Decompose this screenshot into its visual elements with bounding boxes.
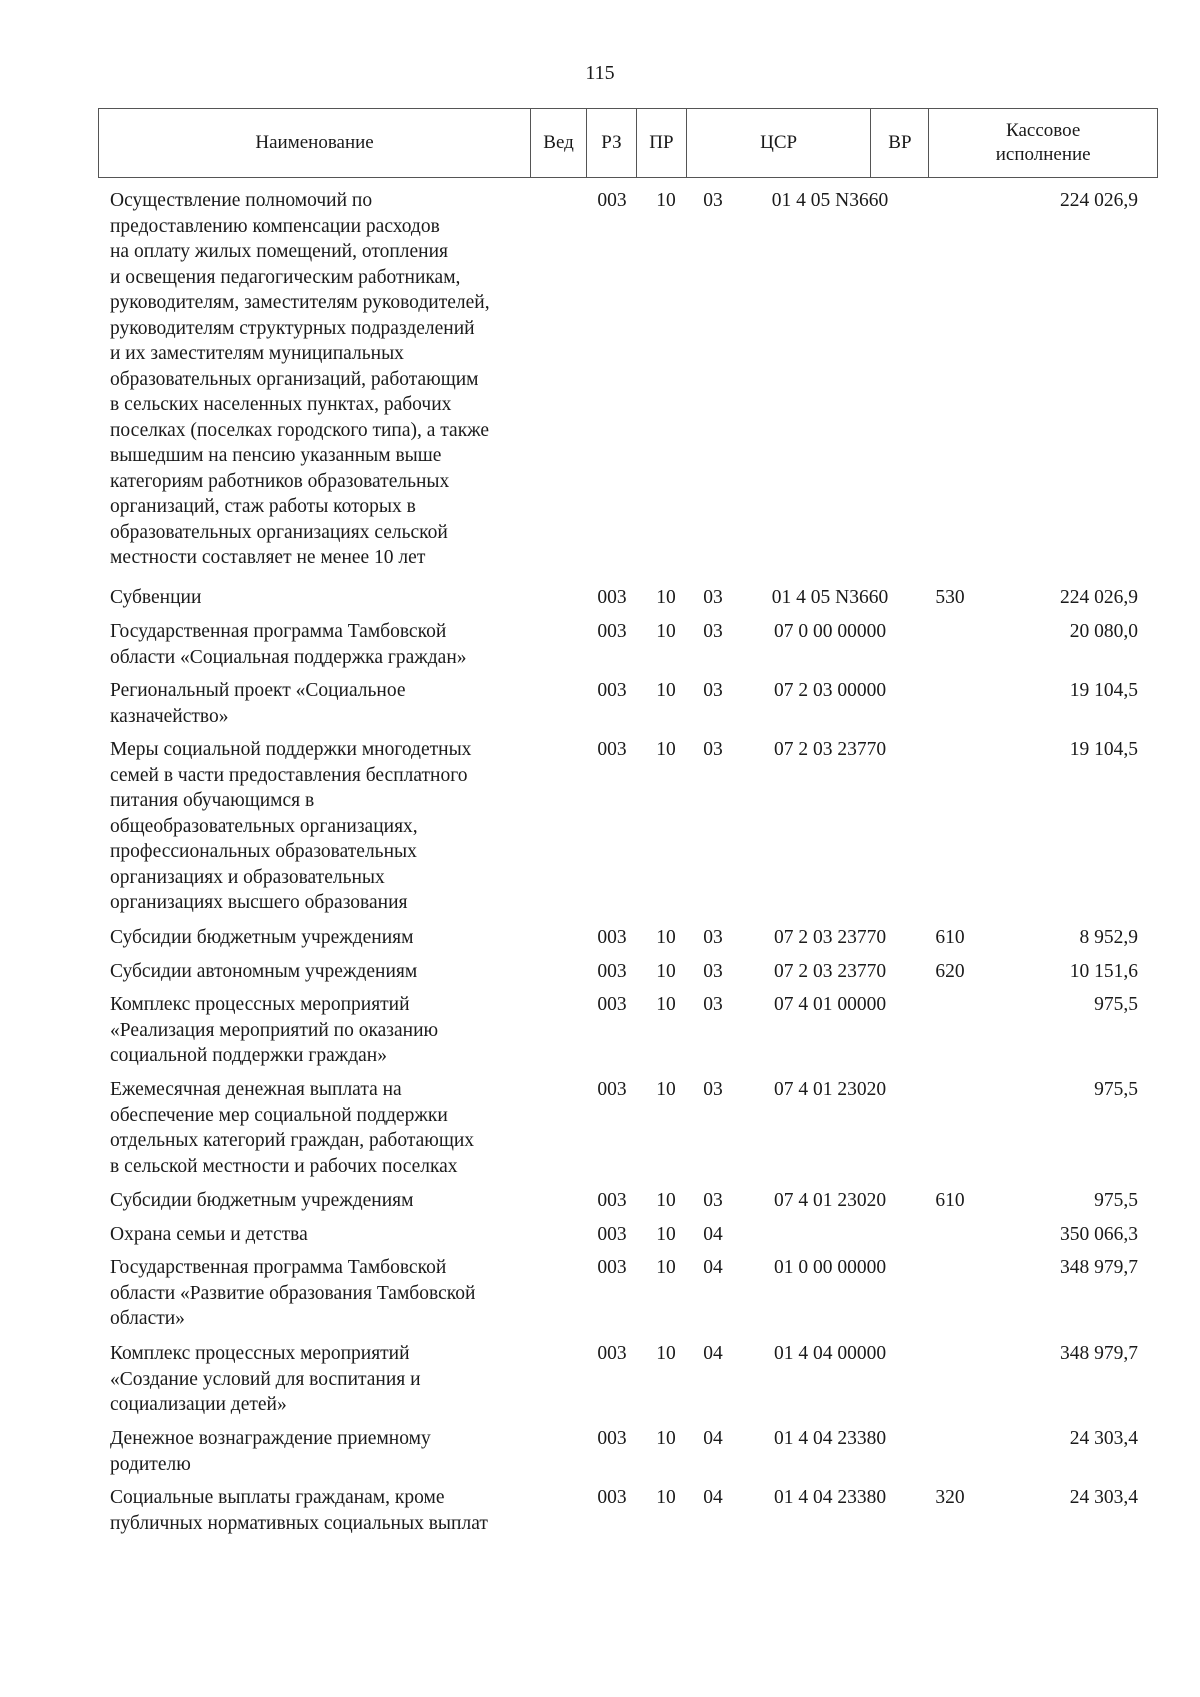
row-sum: 19 104,5 bbox=[1069, 680, 1138, 701]
row-ved: 003 bbox=[597, 1257, 627, 1278]
row-vr: 530 bbox=[935, 587, 965, 608]
row-name-line: организаций, стаж работы которых в bbox=[110, 496, 416, 517]
row-rz: 10 bbox=[656, 739, 676, 760]
row-csr: 01 4 05 N3660 bbox=[771, 587, 889, 608]
row-name-line: местности составляет не менее 10 лет bbox=[110, 547, 426, 568]
row-name-line: Региональный проект «Социальное bbox=[110, 680, 406, 701]
row-rz: 10 bbox=[656, 1343, 676, 1364]
row-name-line: Субвенции bbox=[110, 587, 202, 608]
row-ved: 003 bbox=[597, 680, 627, 701]
row-pr: 03 bbox=[703, 1079, 723, 1100]
row-csr: 07 2 03 23770 bbox=[773, 739, 887, 760]
row-pr: 03 bbox=[703, 994, 723, 1015]
row-name bbox=[110, 585, 580, 611]
row-name-line: предоставлению компенсации расходов bbox=[110, 215, 440, 237]
row-name bbox=[110, 992, 580, 1069]
row-name-line: публичных нормативных социальных выплат bbox=[110, 1512, 488, 1534]
row-csr: 07 0 00 00000 bbox=[773, 621, 887, 642]
row-name-line: организациях и образовательных bbox=[110, 866, 385, 888]
row-name-line: области» bbox=[110, 1308, 185, 1329]
row-rz: 10 bbox=[656, 680, 676, 701]
header-ved: Вед bbox=[531, 109, 587, 177]
row-name-line: и их заместителям муниципальных bbox=[110, 343, 404, 364]
row-csr: 07 2 03 23770 bbox=[773, 961, 887, 982]
row-csr: 01 4 04 00000 bbox=[773, 1343, 887, 1364]
row-ved: 003 bbox=[597, 994, 627, 1015]
row-ved: 003 bbox=[597, 961, 627, 982]
row-rz: 10 bbox=[656, 1257, 676, 1278]
row-name bbox=[110, 1077, 580, 1179]
row-ved: 003 bbox=[597, 1487, 627, 1508]
row-ved: 003 bbox=[597, 1224, 627, 1245]
row-csr: 07 4 01 23020 bbox=[773, 1190, 887, 1211]
row-pr: 04 bbox=[703, 1257, 723, 1278]
page-number: 115 bbox=[585, 62, 615, 84]
row-rz: 10 bbox=[656, 1224, 676, 1245]
row-csr: 01 0 00 00000 bbox=[773, 1257, 887, 1278]
row-sum: 224 026,9 bbox=[1060, 587, 1138, 608]
row-name-line: «Реализация мероприятий по оказанию bbox=[110, 1019, 439, 1041]
row-csr: 01 4 05 N3660 bbox=[771, 190, 889, 211]
row-name-line: Субсидии бюджетным учреждениям bbox=[110, 1190, 414, 1211]
row-rz: 10 bbox=[656, 1487, 676, 1508]
row-name-line: «Создание условий для воспитания и bbox=[110, 1368, 421, 1390]
table-header bbox=[98, 108, 1158, 178]
row-name-line: Денежное вознаграждение приемному bbox=[110, 1428, 431, 1449]
row-pr: 03 bbox=[703, 621, 723, 642]
row-name-line: отдельных категорий граждан, работающих bbox=[110, 1130, 475, 1151]
row-rz: 10 bbox=[656, 621, 676, 642]
row-sum: 348 979,7 bbox=[1060, 1257, 1138, 1278]
row-sum: 975,5 bbox=[1094, 1079, 1138, 1100]
row-rz: 10 bbox=[656, 1190, 676, 1211]
row-rz: 10 bbox=[656, 190, 676, 211]
row-csr: 07 2 03 23770 bbox=[773, 927, 887, 948]
row-ved: 003 bbox=[597, 621, 627, 642]
row-name-line: руководителям структурных подразделений bbox=[110, 317, 475, 339]
row-pr: 03 bbox=[703, 1190, 723, 1211]
row-name-line: на оплату жилых помещений, отопления bbox=[110, 241, 448, 262]
row-vr: 610 bbox=[935, 927, 965, 948]
row-rz: 10 bbox=[656, 1079, 676, 1100]
row-sum: 24 303,4 bbox=[1069, 1428, 1138, 1449]
row-name-line: Социальные выплаты гражданам, кроме bbox=[110, 1487, 445, 1508]
row-ved: 003 bbox=[597, 190, 627, 211]
row-sum: 20 080,0 bbox=[1069, 621, 1138, 642]
header-rz: РЗ bbox=[587, 109, 637, 177]
row-name-line: казначейство» bbox=[110, 705, 229, 727]
row-rz: 10 bbox=[656, 961, 676, 982]
row-name-line: категориям работников образовательных bbox=[110, 470, 450, 492]
row-csr: 01 4 04 23380 bbox=[773, 1487, 887, 1508]
row-name-line: Ежемесячная денежная выплата на bbox=[110, 1079, 402, 1100]
row-name-line: питания обучающимся в bbox=[110, 790, 315, 811]
row-name bbox=[110, 619, 580, 670]
row-name bbox=[110, 1426, 580, 1477]
header-csr: ЦСР bbox=[687, 109, 872, 177]
row-name-line: Субсидии бюджетным учреждениям bbox=[110, 927, 414, 948]
row-pr: 03 bbox=[703, 190, 723, 211]
row-name-line: в сельской местности и рабочих поселках bbox=[110, 1155, 458, 1177]
header-name: Наименование bbox=[99, 109, 531, 177]
row-pr: 03 bbox=[703, 680, 723, 701]
row-name bbox=[110, 959, 580, 985]
row-pr: 03 bbox=[703, 587, 723, 608]
row-pr: 04 bbox=[703, 1224, 723, 1245]
row-name bbox=[110, 1222, 580, 1248]
row-name-line: семей в части предоставления бесплатного bbox=[110, 764, 468, 786]
row-name-line: поселках (поселках городского типа), а также bbox=[110, 419, 490, 441]
row-name-line: Осуществление полномочий по bbox=[110, 190, 373, 211]
row-pr: 03 bbox=[703, 961, 723, 982]
row-name-line: социальной поддержки граждан» bbox=[110, 1045, 387, 1066]
row-csr: 01 4 04 23380 bbox=[773, 1428, 887, 1449]
row-ved: 003 bbox=[597, 739, 627, 760]
row-name-line: Государственная программа Тамбовской bbox=[110, 1257, 447, 1278]
row-vr: 610 bbox=[935, 1190, 965, 1211]
row-name-line: Охрана семьи и детства bbox=[110, 1224, 308, 1245]
row-name bbox=[110, 1485, 580, 1536]
row-name-line: образовательных организаций, работающим bbox=[110, 368, 479, 390]
row-name-line: родителю bbox=[110, 1453, 191, 1475]
row-vr: 620 bbox=[935, 961, 965, 982]
row-name-line: в сельских населенных пунктах, рабочих bbox=[110, 394, 452, 415]
row-csr: 07 4 01 23020 bbox=[773, 1079, 887, 1100]
row-rz: 10 bbox=[656, 1428, 676, 1449]
row-name-line: Субсидии автономным учреждениям bbox=[110, 961, 418, 982]
row-name-line: области «Развитие образования Тамбовской bbox=[110, 1282, 476, 1304]
row-sum: 19 104,5 bbox=[1069, 739, 1138, 760]
row-name-line: общеобразовательных организациях, bbox=[110, 815, 418, 837]
row-rz: 10 bbox=[656, 587, 676, 608]
row-name-line: и освещения педагогическим работникам, bbox=[110, 266, 461, 288]
row-name-line: области «Социальная поддержка граждан» bbox=[110, 646, 467, 668]
row-sum: 348 979,7 bbox=[1060, 1343, 1138, 1364]
row-name-line: руководителям, заместителям руководителей, bbox=[110, 292, 490, 313]
row-sum: 8 952,9 bbox=[1079, 927, 1138, 948]
row-name-line: профессиональных образовательных bbox=[110, 841, 417, 862]
row-ved: 003 bbox=[597, 927, 627, 948]
row-ved: 003 bbox=[597, 587, 627, 608]
row-rz: 10 bbox=[656, 994, 676, 1015]
row-name bbox=[110, 1341, 580, 1418]
row-rz: 10 bbox=[656, 927, 676, 948]
row-pr: 04 bbox=[703, 1428, 723, 1449]
row-sum: 975,5 bbox=[1094, 994, 1138, 1015]
row-pr: 03 bbox=[703, 739, 723, 760]
row-name bbox=[110, 678, 580, 729]
row-name-line: социализации детей» bbox=[110, 1394, 287, 1415]
header-sum: Кассовое исполнение bbox=[995, 120, 1091, 165]
row-name bbox=[110, 1188, 580, 1214]
row-sum: 10 151,6 bbox=[1069, 961, 1138, 982]
row-csr: 07 2 03 00000 bbox=[773, 680, 887, 701]
row-pr: 04 bbox=[703, 1487, 723, 1508]
header-vr: ВР bbox=[871, 109, 929, 177]
row-sum: 24 303,4 bbox=[1069, 1487, 1138, 1508]
row-name-line: вышедшим на пенсию указанным выше bbox=[110, 445, 442, 466]
header-pr: ПР bbox=[637, 109, 687, 177]
row-ved: 003 bbox=[597, 1079, 627, 1100]
row-name-line: организациях высшего образования bbox=[110, 892, 408, 913]
row-name bbox=[110, 188, 580, 571]
row-name-line: Комплекс процессных мероприятий bbox=[110, 1343, 410, 1364]
row-vr: 320 bbox=[935, 1487, 965, 1508]
row-sum: 350 066,3 bbox=[1060, 1224, 1138, 1245]
row-pr: 04 bbox=[703, 1343, 723, 1364]
row-ved: 003 bbox=[597, 1190, 627, 1211]
row-sum: 224 026,9 bbox=[1060, 190, 1138, 211]
row-ved: 003 bbox=[597, 1428, 627, 1449]
row-name-line: Меры социальной поддержки многодетных bbox=[110, 739, 472, 760]
row-name bbox=[110, 1255, 580, 1332]
row-name-line: Государственная программа Тамбовской bbox=[110, 621, 447, 642]
row-sum: 975,5 bbox=[1094, 1190, 1138, 1211]
row-name-line: Комплекс процессных мероприятий bbox=[110, 994, 410, 1015]
row-pr: 03 bbox=[703, 927, 723, 948]
row-ved: 003 bbox=[597, 1343, 627, 1364]
row-name-line: обеспечение мер социальной поддержки bbox=[110, 1104, 448, 1126]
row-csr: 07 4 01 00000 bbox=[773, 994, 887, 1015]
row-name bbox=[110, 737, 580, 916]
row-name-line: образовательных организациях сельской bbox=[110, 521, 448, 543]
row-name bbox=[110, 925, 580, 951]
